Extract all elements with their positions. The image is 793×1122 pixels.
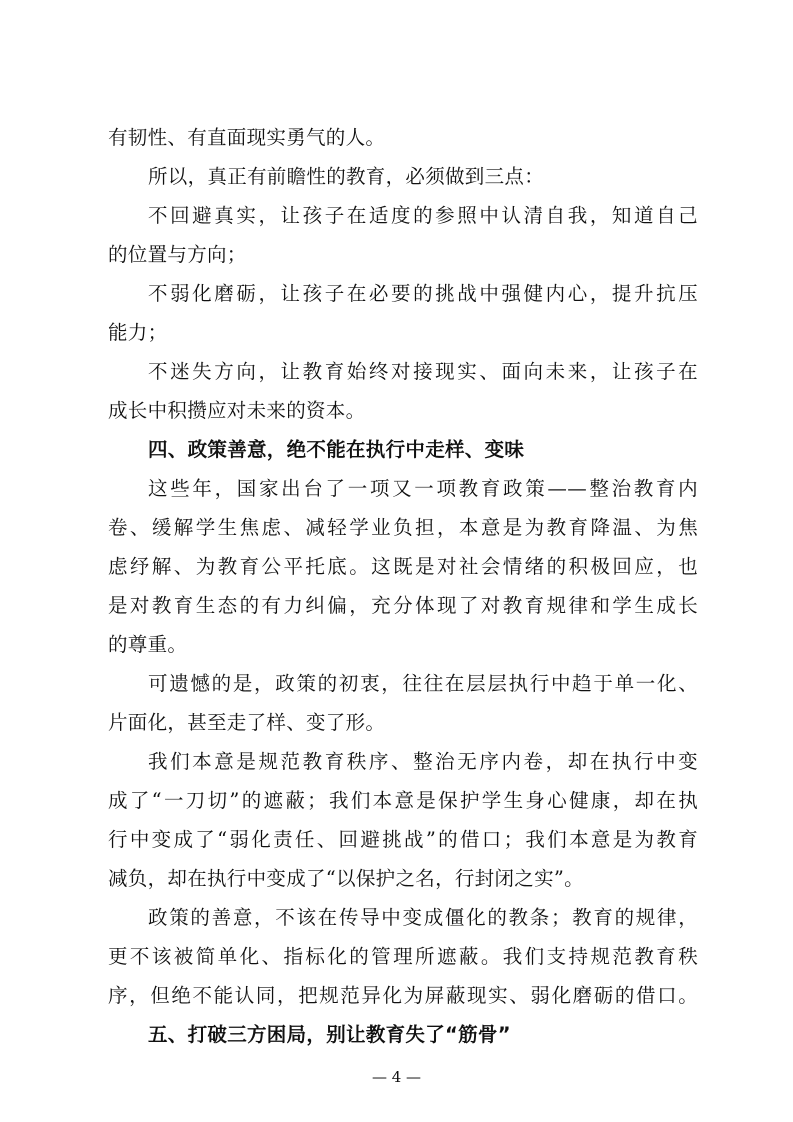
paragraph-line: 是对教育生态的有力纠偏，充分体现了对教育规律和学生成长 xyxy=(108,594,698,617)
paragraph-line: 序，但绝不能认同，把规范异化为屏蔽现实、弱化磨砺的借口。 xyxy=(108,984,698,1007)
paragraph-line: 成了“一刀切”的遮蔽；我们本意是保护学生身心健康，却在执 xyxy=(108,789,698,812)
paragraph-line: 行中变成了“弱化责任、回避挑战”的借口；我们本意是为教育 xyxy=(108,828,698,851)
paragraph-line: 卷、缓解学生焦虑、减轻学业负担，本意是为教育降温、为焦 xyxy=(108,516,698,539)
paragraph-line: 这些年，国家出台了一项又一项教育政策——整治教育内 xyxy=(148,477,698,500)
paragraph-line: 不回避真实，让孩子在适度的参照中认清自我，知道自己 xyxy=(148,204,698,227)
paragraph-line: 成长中积攒应对未来的资本。 xyxy=(108,399,366,422)
paragraph-line: 政策的善意，不该在传导中变成僵化的教条；教育的规律， xyxy=(148,906,698,929)
paragraph-line: 可遗憾的是，政策的初衷，往往在层层执行中趋于单一化、 xyxy=(148,672,698,695)
paragraph-line: 虑纾解、为教育公平托底。这既是对社会情绪的积极回应，也 xyxy=(108,555,698,578)
paragraph-line: 不弱化磨砺，让孩子在必要的挑战中强健内心，提升抗压 xyxy=(148,282,698,305)
page-number: — 4 — xyxy=(371,1068,422,1086)
paragraph-line: 有韧性、有直面现实勇气的人。 xyxy=(108,126,386,149)
section-heading: 四、政策善意，绝不能在执行中走样、变味 xyxy=(148,438,525,461)
paragraph-line: 片面化，甚至走了样、变了形。 xyxy=(108,711,386,734)
paragraph-line: 的尊重。 xyxy=(108,633,188,656)
paragraph-line: 不迷失方向，让教育始终对接现实、面向未来，让孩子在 xyxy=(148,360,698,383)
section-heading: 五、打破三方困局，别让教育失了“筋骨” xyxy=(148,1023,511,1046)
paragraph-line: 我们本意是规范教育秩序、整治无序内卷，却在执行中变 xyxy=(148,750,698,773)
paragraph-line: 的位置与方向； xyxy=(108,243,247,266)
paragraph-line: 能力； xyxy=(108,321,168,344)
paragraph-line: 更不该被简单化、指标化的管理所遮蔽。我们支持规范教育秩 xyxy=(108,945,698,968)
paragraph-line: 减负，却在执行中变成了“以保护之名，行封闭之实”。 xyxy=(108,867,584,890)
paragraph-line: 所以，真正有前瞻性的教育，必须做到三点： xyxy=(148,165,545,188)
